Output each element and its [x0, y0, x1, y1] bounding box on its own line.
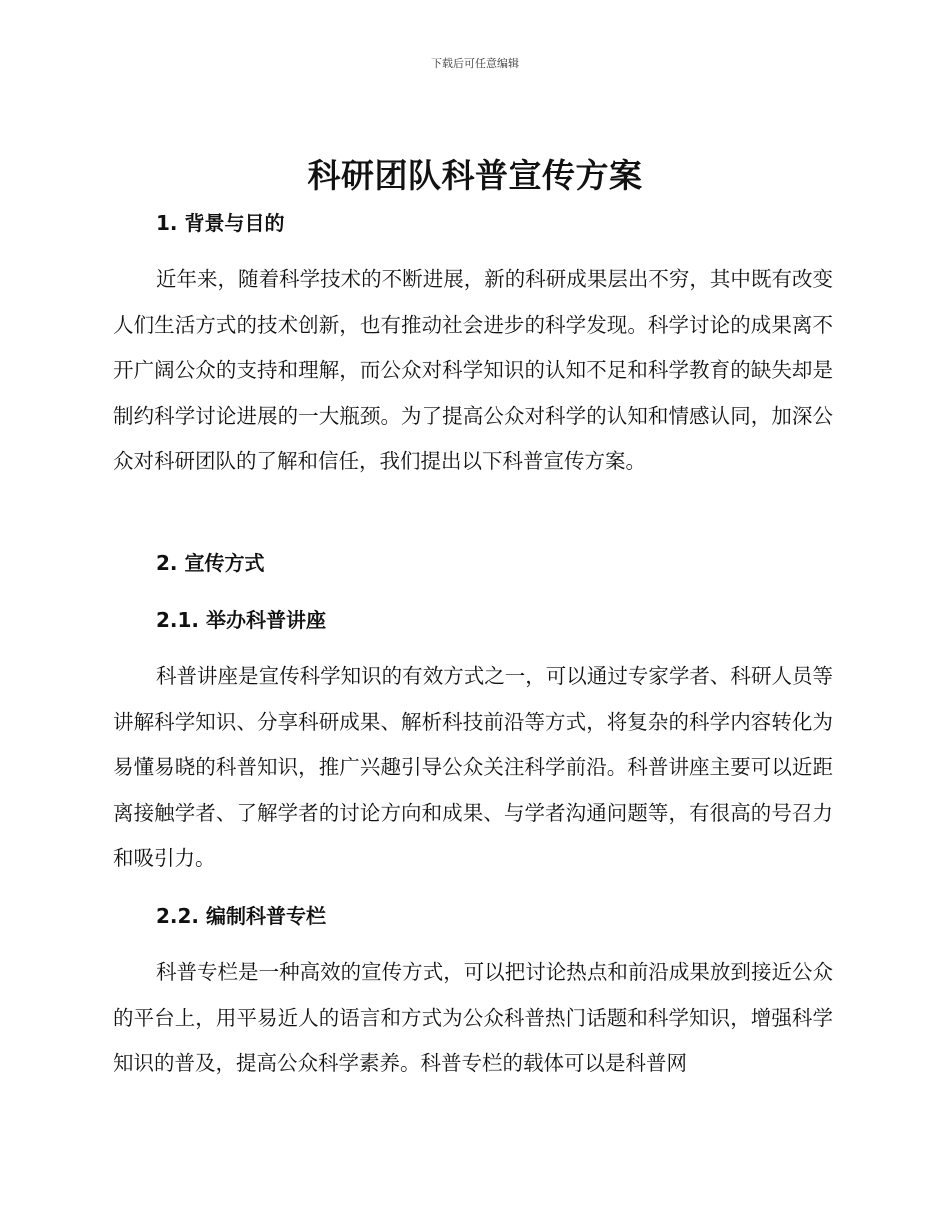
section-paragraph-background: 近年来，随着科学技术的不断进展，新的科研成果层出不穷，其中既有改变人们生活方式的技术创新，也有推动社会进步的科学发现。科学讨论的成果离不开广阔公众的支持和理解，而公众对科学知识的认知不足和科学教育的缺失却是制约科学讨论进展的一大瓶颈。为了提高公众对科学的认知和情感认同，加深公众对科研团队的了解和信任，我们提出以下科普宣传方案。 — [113, 267, 833, 473]
section-paragraph-column: 科普专栏是一种高效的宣传方式，可以把讨论热点和前沿成果放到接近公众的平台上，用平易近人的语言和方式为公众科普热门话题和科学知识，增强科学知识的普及，提高公众科学素养。科普专栏的载体可以是科普网 — [113, 960, 833, 1075]
header-note: 下载后可任意编辑 — [431, 57, 519, 70]
document-title: 科研团队科普宣传方案 — [307, 156, 643, 195]
section-heading-lectures: 2.1. 举办科普讲座 — [156, 608, 326, 632]
section-heading-column: 2.2. 编制科普专栏 — [156, 904, 326, 928]
section-paragraph-lectures: 科普讲座是宣传科学知识的有效方式之一，可以通过专家学者、科研人员等讲解科学知识、分享科研成果、解析科技前沿等方式，将复杂的科学内容转化为易懂易晓的科普知识，推广兴趣引导公众关注科学前沿。科普讲座主要可以近距离接触学者、了解学者的讨论方向和成果、与学者沟通问题等，有很高的号召力和吸引力。 — [113, 664, 833, 870]
section-heading-methods: 2. 宣传方式 — [156, 551, 265, 575]
section-heading-background: 1. 背景与目的 — [156, 211, 285, 235]
